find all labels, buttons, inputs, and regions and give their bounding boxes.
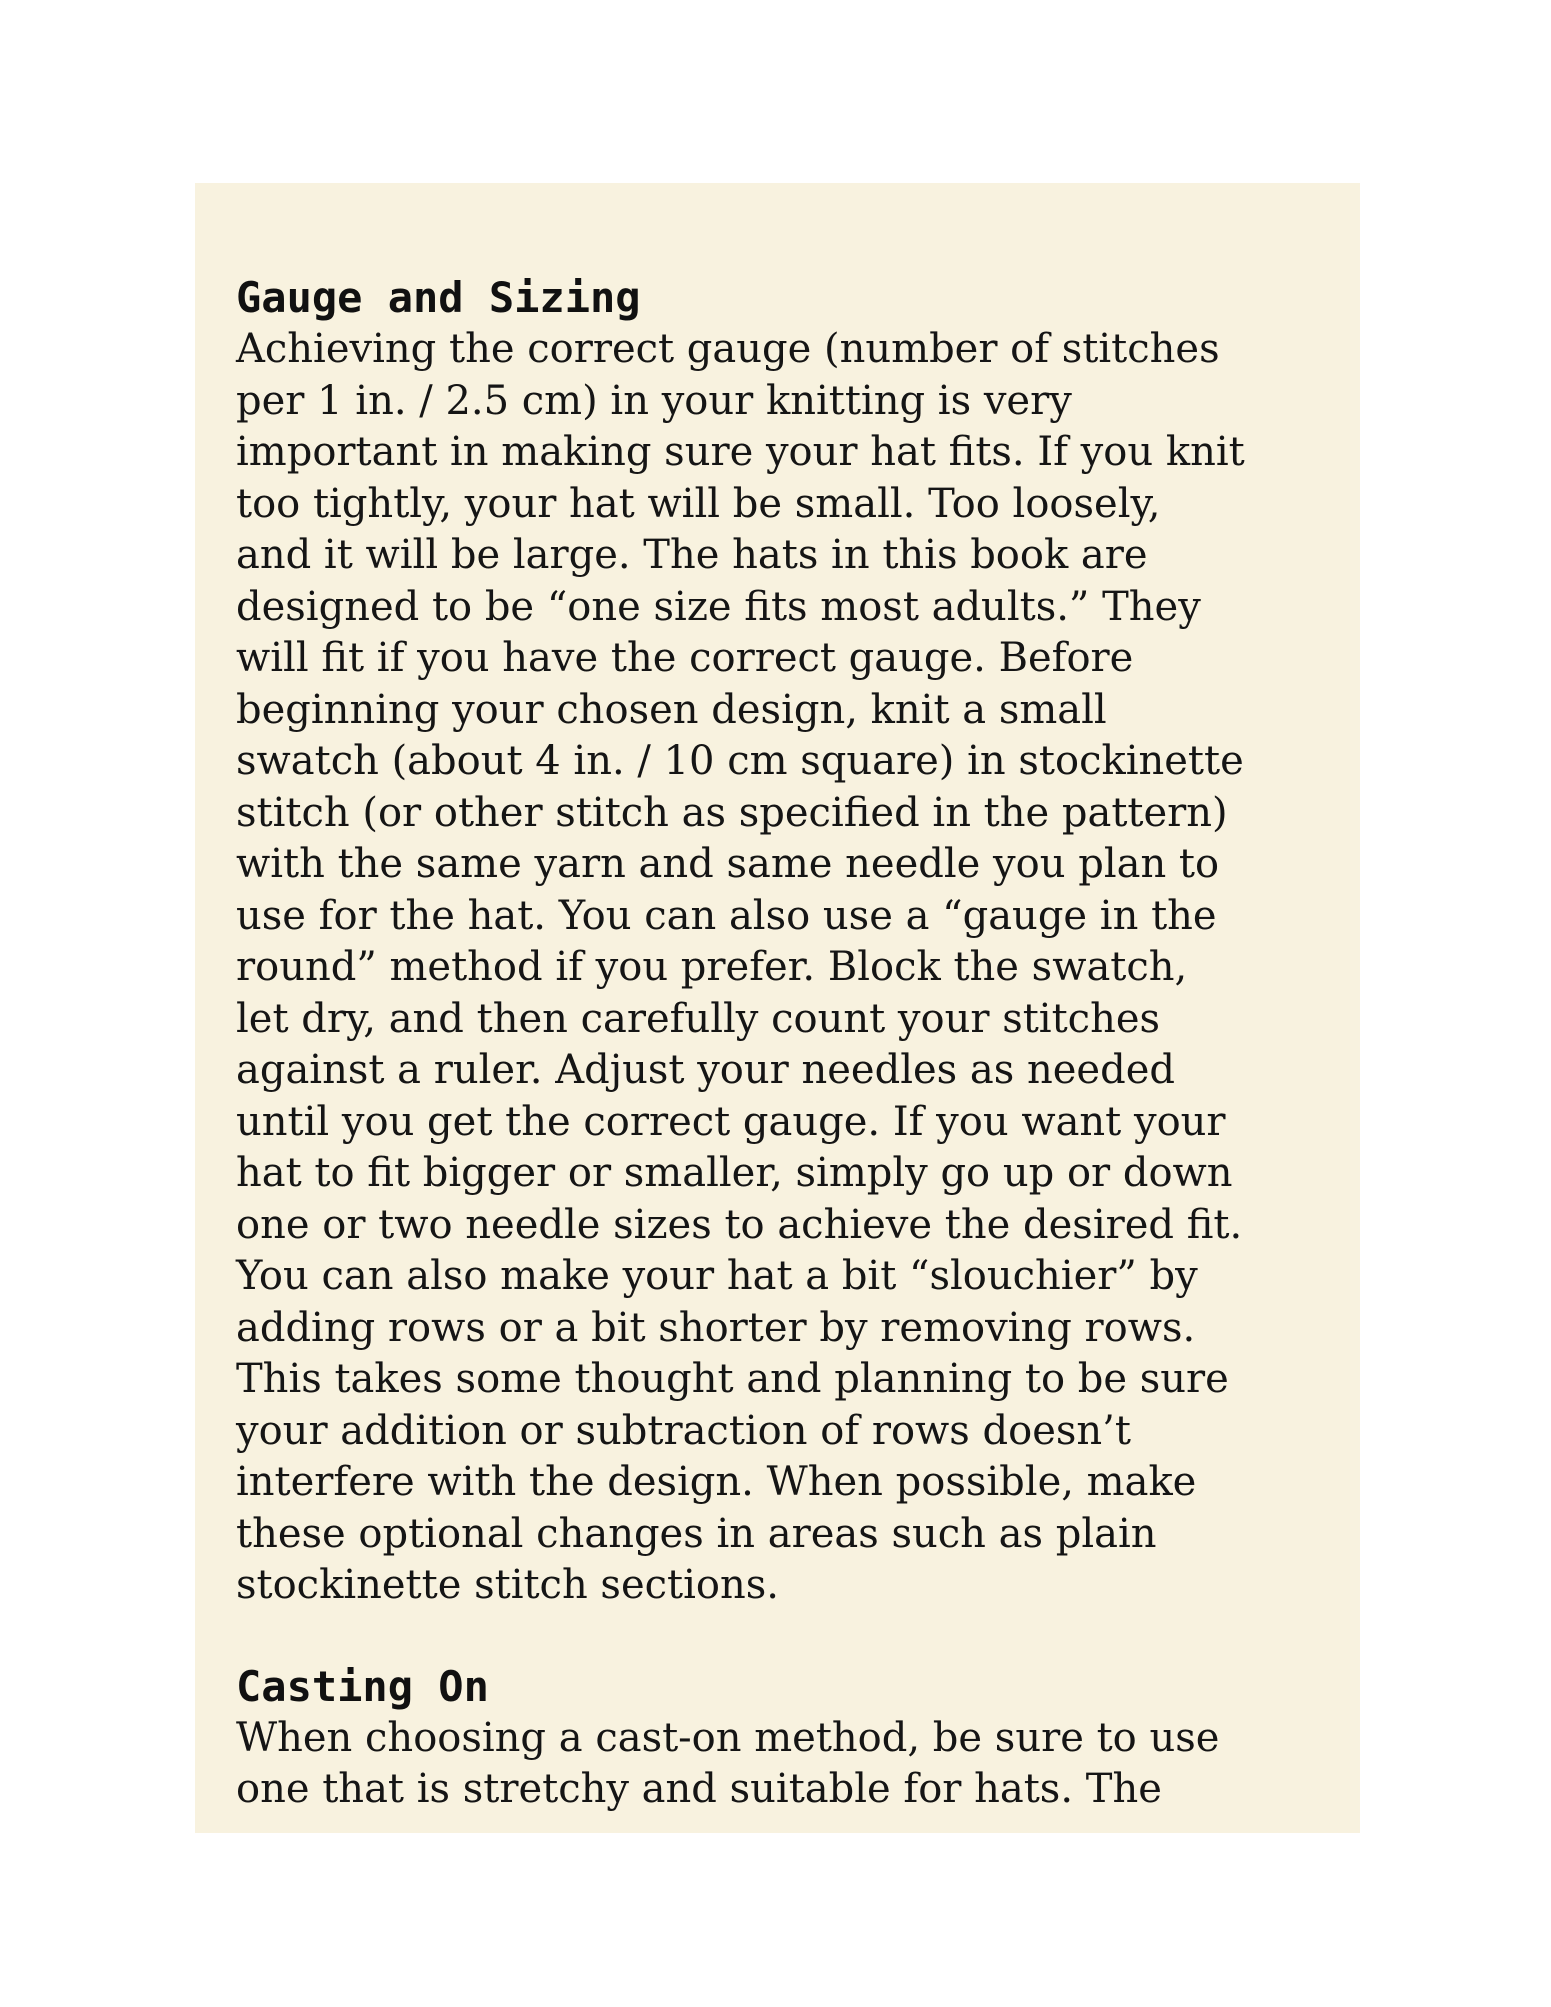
text-line: your addition or subtraction of rows doesn’t [236, 1407, 1131, 1454]
section-spacer [236, 1612, 1346, 1661]
text-line: interfere with the design. When possible, make [236, 1459, 1197, 1505]
section-heading: Casting On [236, 1661, 489, 1711]
text-line: beginning your chosen design, knit a small [236, 686, 1107, 733]
text-line: until you get the correct gauge. If you want your [236, 1098, 1226, 1145]
text-line: round” method if you prefer. Block the swatch, [236, 944, 1188, 990]
text-line: too tightly, your hat will be small. Too loosely, [236, 480, 1161, 527]
text-line: stitch (or other stitch as specified in the pattern) [236, 789, 1228, 836]
text-line: hat to fit bigger or smaller, simply go up or down [236, 1150, 1233, 1196]
text-line: use for the hat. You can also use a “gauge in the [236, 892, 1217, 939]
text-line: adding rows or a bit shorter by removing rows. [236, 1304, 1196, 1351]
section-casting-on [236, 1661, 1346, 1816]
text-line: This takes some thought and planning to be sure [236, 1356, 1229, 1402]
text-line: against a ruler. Adjust your needles as needed [236, 1047, 1175, 1093]
text-line: designed to be “one size fits most adults.” They [236, 583, 1201, 630]
text-line: let dry, and then carefully count your stitches [236, 995, 1161, 1042]
text-line: You can also make your hat a bit “slouchier” by [236, 1253, 1198, 1299]
section-paragraph [236, 324, 1346, 1612]
text-line: these optional changes in areas such as plain [236, 1510, 1157, 1557]
section-heading: Gauge and Sizing [236, 273, 641, 322]
text-line: swatch (about 4 in. / 10 cm square) in stockinette [236, 738, 1244, 784]
text-panel [195, 183, 1360, 1833]
section-paragraph [236, 1713, 1346, 1816]
text-line: per 1 in. / 2.5 cm) in your knitting is very [236, 377, 1072, 424]
text-line: with the same yarn and same needle you plan to [236, 841, 1220, 887]
text-line: and it will be large. The hats in this book are [236, 532, 1148, 578]
text-line: Achieving the correct gauge (number of stitches [236, 326, 1220, 372]
text-line: stockinette stitch sections. [236, 1562, 779, 1608]
text-line: When choosing a cast-on method, be sure to use [236, 1714, 1220, 1761]
text-line: one or two needle sizes to achieve the desired fit. [236, 1201, 1243, 1248]
text-line: one that is stretchy and suitable for hats. The [236, 1766, 1162, 1812]
panel-content [236, 272, 1346, 1816]
text-line: important in making sure your hat fits. If you knit [236, 429, 1245, 475]
text-line: will fit if you have the correct gauge. Before [236, 635, 1134, 681]
section-gauge-and-sizing [236, 272, 1346, 1612]
